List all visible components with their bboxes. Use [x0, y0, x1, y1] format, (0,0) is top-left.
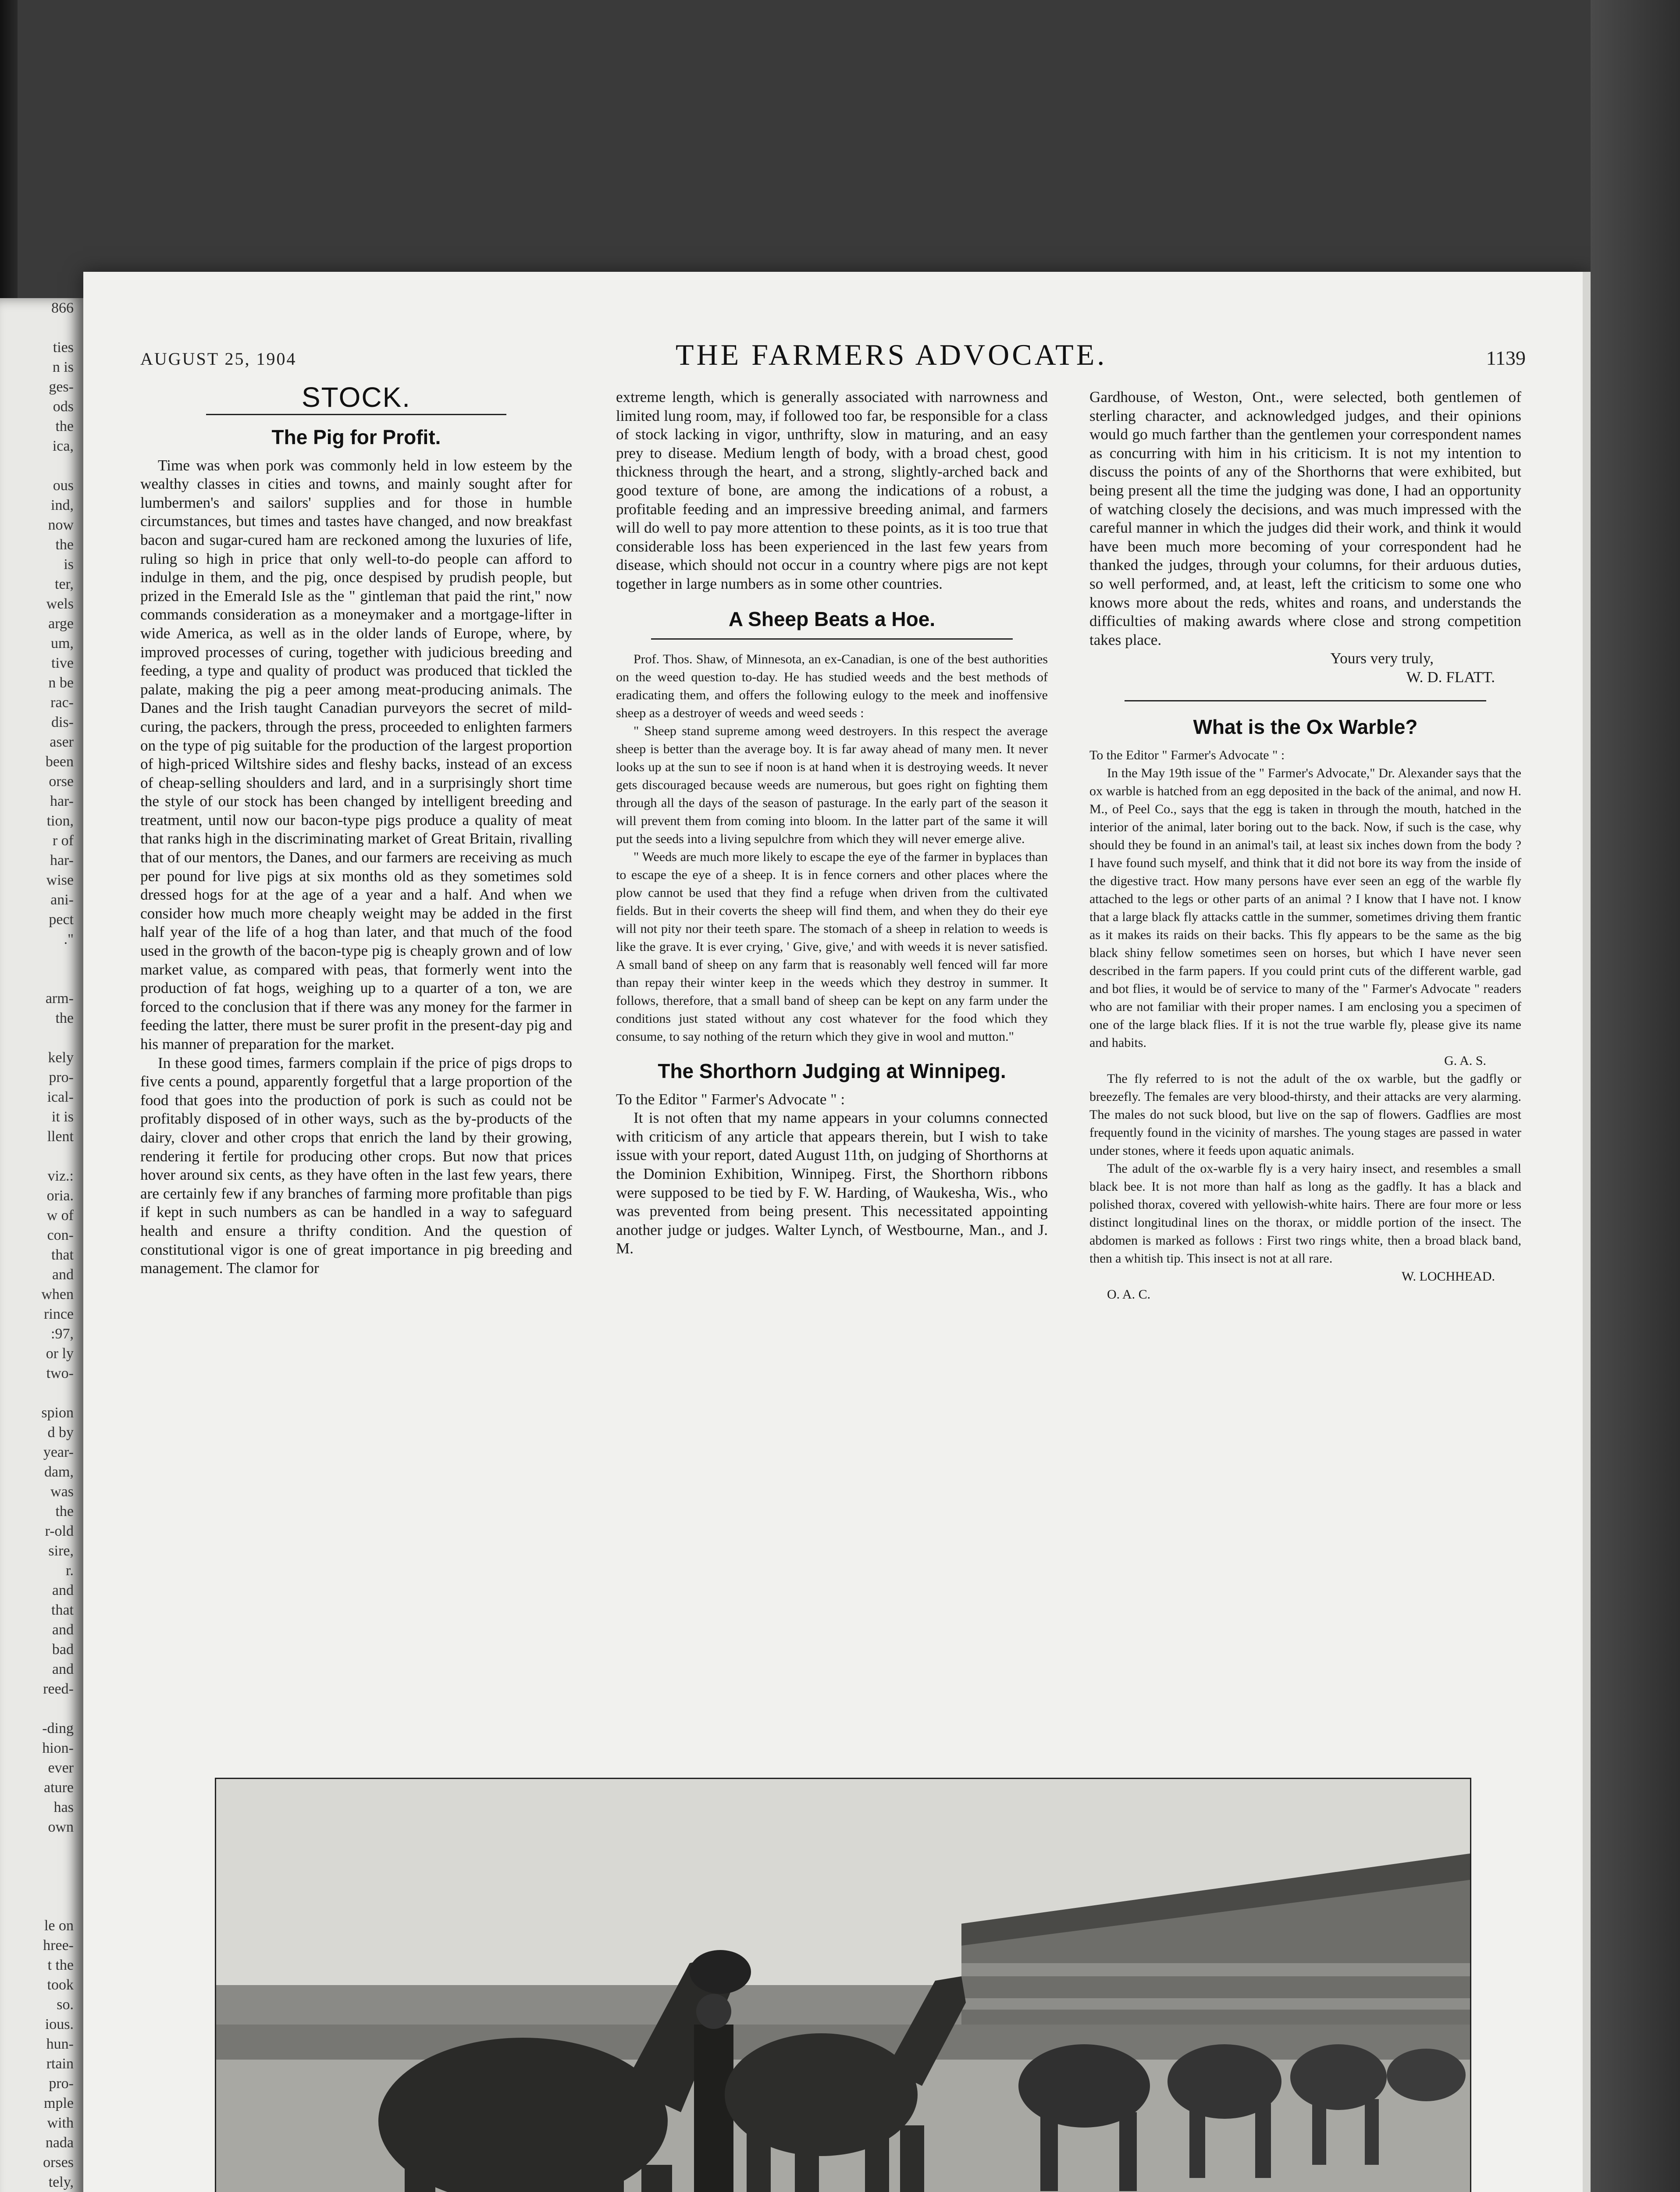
left-page-fragment: llent [47, 1128, 74, 1145]
left-page-fragment: dam, [44, 1464, 74, 1480]
left-page-fragment: arm- [45, 990, 74, 1007]
page-content [140, 338, 1526, 2192]
left-page-fragment: bad [52, 1641, 74, 1658]
pig-paragraph-3: extreme length, which is generally associated with narrowness and limited lung room, may, if followed too far, be responsible for a class of stock lacking in vigor, unthrifty, slow in maturing, and an easy prey to disease. Medium length of body, with a broad chest, good thickness through the heart, and a strong, slightly-arched back and good texture of bone, are among the indications of a robust, a profitable feeding and an impressive breeding animal, and farmers will do well to pay more attention to these points, as it is too true that considerable loss has been experienced in the last few years from disease, which should not occur in a country where pigs are not kept together in large numbers as in some other countries. [616, 388, 1048, 592]
left-page-fragment: that [51, 1602, 74, 1618]
left-page-fragment: um, [51, 635, 74, 651]
left-page-fragment: hun- [46, 2036, 74, 2052]
left-page-fragment: tely, [48, 2174, 74, 2190]
left-page-fragment: ods [53, 399, 74, 415]
left-page-fragment [0, 1857, 83, 1876]
warble-letter-signature: G. A. S. [1444, 1053, 1486, 1068]
clydesdale-photo [215, 1778, 1471, 2192]
horse-show-illustration [216, 1779, 1470, 2192]
left-page-fragment: dis- [51, 714, 74, 730]
left-page-fragment: and [52, 1582, 74, 1598]
left-page-fragment: spion [41, 1405, 74, 1421]
left-page-fragment: r-old [45, 1523, 74, 1539]
left-page-fragment [0, 949, 83, 969]
pig-paragraph-2: In these good times, farmers complain if the price of pigs drops to five cents a pound, apparently forgetful that a large proportion of the food that goes into the production of pork is such as could not be profitably disposed of in other ways, such as the by-products of the dairy, clover and other crops that enrich the land by their growing, rendering it fertile for producing other crops. But now that prices hover around six cents, as they have often in the last few years, there are certainly few if any branches of farming more profitable than pigs if kept in such numbers as can be handled in a way to safeguard health and ensure a thrifty condition. And the question of constitutional vigor is one of great importance in pig breeding and management. The clamor for [140, 1054, 572, 1277]
left-page-fragment [0, 456, 83, 476]
left-page-fragment [0, 318, 83, 338]
warble-affiliation: O. A. C. [1107, 1287, 1151, 1302]
left-page-fragment: rtain [46, 2056, 74, 2072]
left-page-fragment: w of [46, 1207, 74, 1224]
shorthorn-salutation: To the Editor " Farmer's Advocate " : [616, 1090, 845, 1108]
left-page-fragment: 866 [51, 300, 74, 316]
left-page-fragment: and [52, 1661, 74, 1677]
left-page-fragment [0, 1876, 83, 1896]
left-page-fragment [0, 1837, 83, 1857]
left-page-fragment: le on [44, 1918, 74, 1934]
article-title-sheep: A Sheep Beats a Hoe. [728, 607, 936, 630]
left-page-fragment: now [48, 517, 74, 533]
left-page-fragment: nada [45, 2135, 74, 2151]
left-page-fragment: hree- [43, 1937, 74, 1954]
left-page-fragment: ous [53, 477, 74, 494]
left-page-fragment: -ding [42, 1720, 74, 1737]
left-page-fragment: oria. [46, 1188, 74, 1204]
left-page-fragment: the [55, 418, 74, 434]
newspaper-page [83, 272, 1591, 2192]
left-page-fragment: own [48, 1819, 74, 1835]
issue-date: AUGUST 25, 1904 [140, 349, 297, 369]
left-page-fragment: took [47, 1977, 74, 1993]
left-page-fragment: the [55, 1503, 74, 1519]
shorthorn-signature: W. D. FLATT. [1406, 668, 1495, 686]
left-page-fragment: when [41, 1286, 74, 1302]
column-2 [616, 388, 1048, 1258]
left-page-fragment: ind, [51, 497, 74, 513]
publication-title: THE FARMERS ADVOCATE. [675, 338, 1107, 371]
left-page-fragment: ges- [49, 379, 74, 395]
left-page-fragment: kely [48, 1050, 74, 1066]
article-title-shorthorn: The Shorthorn Judging at Winnipeg. [658, 1059, 1006, 1082]
left-page-fragment: ever [48, 1760, 74, 1776]
warble-paragraph-2: The fly referred to is not the adult of the ox warble, but the gadfly or breezefly. The females are very blood-thirsty, and their attacks are very alarming. The males do not suck blood, but live on the sap of flowers. Gadflies are most frequently found in the vicinity of marshes. The young stages are passed in water under stones, where it feeds upon aquatic animals. [1089, 1071, 1521, 1158]
shorthorn-closing: Yours very truly, [1330, 650, 1434, 667]
left-page-fragment: mple [44, 2095, 74, 2111]
warble-signature: W. LOCHHEAD. [1401, 1269, 1495, 1284]
article-rule [651, 638, 1013, 640]
left-page-fragment: n be [48, 675, 74, 691]
left-page-fragment: con- [47, 1227, 74, 1243]
left-page-fragment: the [55, 537, 74, 553]
left-page-fragment: ties [53, 339, 74, 356]
left-page-fragment: har- [50, 793, 74, 809]
left-page-fragment: ical- [47, 1089, 74, 1105]
left-page-fragment: ." [64, 931, 74, 947]
left-page-fragment: hion- [42, 1740, 74, 1756]
left-page-fragment: viz.: [47, 1168, 74, 1184]
left-page-fragment: it is [51, 1109, 74, 1125]
left-page-fragment: sire, [48, 1543, 74, 1559]
left-page-fragment: pect [49, 911, 74, 928]
column-3 [1089, 388, 1521, 1303]
pig-paragraph-1: Time was when pork was commonly held in low esteem by the wealthy classes in cities and towns, and mainly sought after for lumbermen's and sailors' supplies and for those in humble circumstances, but times and tastes have changed, and now breakfast bacon and sugar-cured ham are reckoned among the luxuries of life, ruling so high in price that only well-to-do people can afford to indulge in them, and the pig, once despised by prudish people, but prized in the Emerald Isle as the " gintleman that paid the rint," now commands consideration as a moneymaker and a mortgage-lifter in wide America, as well as in the older lands of Europe, where, by improved processes of curing, together with judicious breeding and feeding, a type and quality of product was produced that tickled the palate, making the pig a peer among meat-producing animals. The Danes and the Irish taught Canadian purveyors the secret of mild-curing, the packers, through the press, proceeded to enlighten farmers on the type of pig suitable for the production of the largest proportion of high-priced Wiltshire sides and fleshy backs, instead of an excess of cheap-selling shoulders and lard, and in a surprisingly short time the style of our stock has been changed by intelligent breeding and treatment, until now our bacon-type pigs produce a quality of meat that ranks high in the discriminating market of Great Britain, rivalling that of our mentors, the Danes, and our farmers are receiving as much per pound for live pigs at six months old as they sometimes sold dressed hogs for at the age of a year and a half. And when we consider how much more cheaply weight may be added in the first half year of the life of a hog than later, and that much of the food used in the growth of the bacon-type pig is cheaply grown and of low market value, as compared with peas, that formerly went into the production of fat hogs, weighing up to a quarter of a ton, we are forced to the conclusion that if there was any money for the farmer in feeding the latter, there must be surer profit in the present-day pig and his manner of preparation for the market. [140, 456, 572, 1053]
scan-border-right [1591, 0, 1680, 2192]
left-page-fragment: and [52, 1267, 74, 1283]
left-page-fragment: year- [43, 1444, 74, 1460]
left-page-fragment: orse [49, 773, 74, 790]
left-page-fragment: orses [43, 2154, 74, 2171]
left-page-fragment: ious. [45, 2016, 74, 2032]
left-page-fragment: is [64, 556, 74, 573]
left-page-fragment: :97, [51, 1326, 74, 1342]
left-page-fragment: or ly [46, 1345, 74, 1362]
article-title-warble: What is the Ox Warble? [1193, 715, 1418, 738]
shorthorn-paragraph-1: It is not often that my name appears in your columns connected with criticism of any article that appears therein, but I wish to take issue with your report, dated August 11th, on judging of Shorthorns at the Dominion Exhibition, Winnipeg. First, the Shorthorn ribbons were supposed to be tied by F. W. Harding, of Waukesha, Wis., who was prevented from being present. This necessitated appointing another judge or judges. Walter Lynch, of Westbourne, Man., and J. M. [616, 1109, 1048, 1257]
left-page-fragment: ature [44, 1779, 74, 1796]
sheep-paragraph-1: " Sheep stand supreme among weed destroyers. In this respect the average sheep is better than the average boy. It is far away ahead of many men. It never looks up at the sun to see if noon is at hand when it is destroying weeds. It never gets discouraged because weeds are numerous, but goes right on fighting them through all the days of the season of pasturage. In the early part of the season it will prevent them from coming into bloom. In the latter part of the same it will put the seeds into a living sepulchre from which they will never emerge alive. [616, 723, 1048, 846]
left-page-fragment: ter, [55, 576, 74, 592]
page-number: 1139 [1486, 347, 1526, 369]
left-page-fragment: n is [52, 359, 74, 375]
left-page-fragment: r. [66, 1562, 74, 1579]
sheep-paragraph-2: " Weeds are much more likely to escape the eye of the farmer in byplaces than to escape the eye of a sheep. It is in fence corners and other places where the plow cannot be used that they find a refuge when driven from the cultivated fields. But in their coverts the sheep will find them, and when they do their eye will not pity nor their teeth spare. The stomach of a sheep in relation to weeds is like the grave. It is ever crying, ' Give, give,' and with weeds it is never satisfied. A small band of sheep on any farm that is reasonably well fenced will far more than repay their winter keep in the weeds which they destroy in summer. It follows, therefore, that a small band of sheep can be kept on any farm under the conditions just stated without any cost whatever for the food which they consume, to say nothing of the return which they give in wool and mutton." [616, 849, 1048, 1044]
left-page-fragment: ica, [52, 438, 74, 454]
left-page-fragment: pro- [49, 2075, 74, 2092]
warble-salutation: To the Editor " Farmer's Advocate " : [1089, 747, 1285, 762]
left-page-fragment: t the [47, 1957, 74, 1973]
left-page-fragment: was [50, 1484, 74, 1500]
left-page-fragment: and [52, 1622, 74, 1638]
left-page-fragment: so. [57, 1996, 74, 2013]
left-page-fragment: rac- [50, 694, 74, 711]
left-page-fragment: r of [52, 833, 74, 849]
section-rule [206, 414, 506, 415]
article-rule [1125, 700, 1486, 701]
left-page-fragment [0, 1699, 83, 1719]
left-page-fragment [0, 1896, 83, 1916]
section-title: STOCK. [301, 381, 411, 413]
adjacent-page-fragment [0, 298, 83, 2192]
left-page-fragment: two- [46, 1365, 74, 1381]
left-page-fragment: with [47, 2115, 74, 2131]
left-page-fragment: arge [48, 616, 74, 632]
left-page-fragment: the [55, 1010, 74, 1026]
shorthorn-paragraph-2: Gardhouse, of Weston, Ont., were selected, both gentlemen of sterling character, and acknowledged judges, and their opinions would go much farther than the gentlemen your correspondent names as concurring with him in his criticism. It is not my intention to discuss the points of any of the Shorthorns that were exhibited, but being present all the time the judging was done, I had an opportunity of watching closely the decisions, and was much impressed with the careful manner in which the judges did their work, and think it would have been much more becoming of your correspondent had he thanked the judges, through your columns, for their arduous duties, so well performed, and, at least, left the criticism to some one who knows more about the reds, whites and roans, and understands the difficulties of making awards where close and strong competition takes place. [1089, 388, 1521, 648]
sheep-intro: Prof. Thos. Shaw, of Minnesota, an ex-Canadian, is one of the best authorities on the weed question to-day. He has studied weeds and the best methods of eradicating them, and offers the following eulogy to the meek and inoffensive sheep as a destroyer of weeds and weed seeds : [616, 651, 1048, 720]
left-page-fragment: has [53, 1799, 74, 1815]
left-page-fragment: that [51, 1247, 74, 1263]
left-page-fragment: d by [47, 1424, 74, 1441]
left-page-fragment: rince [44, 1306, 74, 1322]
warble-paragraph-3: The adult of the ox-warble fly is a very hairy insect, and resembles a small black bee. It is not more than half as long as the gadfly. It has a black and polished thorax, covered with yellowish-white hairs. There are four more or less distinct longitudinal lines on the thorax, or middle portion of the insect. The abdomen is marked as follows : First two rings white, then a broad black band, then a whitish tip. This insect is not at all rare. [1089, 1161, 1521, 1266]
left-page-fragment: ani- [50, 892, 74, 908]
left-page-fragment: wise [46, 872, 74, 888]
left-page-fragment: tion, [46, 813, 74, 829]
left-page-fragment [0, 969, 83, 989]
page-header [140, 338, 1526, 381]
warble-paragraph-1: In the May 19th issue of the " Farmer's Advocate," Dr. Alexander says that the ox warble is hatched from an egg deposited in the back of the animal, and now H. M., of Peel Co., says that the egg is taken in through the mouth, hatched in the interior of the animal, later boring out to the back. Now, if such is the case, why should they be found in an animal's tail, at least six inches down from the body ? I have found such myself, and think that it did not bore its way from the inside of the digestive tract. How many persons have ever seen an egg of the warble fly attached to the legs or other parts of an animal ? I know that I have not. I know that a large black fly attacks cattle in the summer, sometimes driving them frantic as it makes its raids on their backs. This fly appears to be the same as the big black shiny fellow sometimes seen on horses, but which I have never seen described in the farm papers. If you could print cuts of the different warble, gad and bot flies, it would be of service to many of the " Farmer's Advocate " readers who are not familiar with their proper names. I am enclosing you a specimen of one of the large black flies. If it is not the true warble fly, please give its name and habits. [1089, 765, 1521, 1050]
left-page-fragment: been [45, 754, 74, 770]
left-page-fragment: pro- [49, 1069, 74, 1085]
left-page-fragment [0, 1146, 83, 1166]
left-page-fragment: wels [46, 596, 74, 612]
left-page-fragment [0, 1383, 83, 1403]
left-page-fragment: reed- [43, 1681, 74, 1697]
column-1 [140, 381, 572, 1278]
article-title-pig: The Pig for Profit. [271, 425, 441, 448]
left-page-fragment: har- [50, 852, 74, 868]
left-page-fragment: aser [50, 734, 74, 750]
left-page-fragment [0, 1028, 83, 1048]
left-page-fragment: tive [51, 655, 74, 671]
